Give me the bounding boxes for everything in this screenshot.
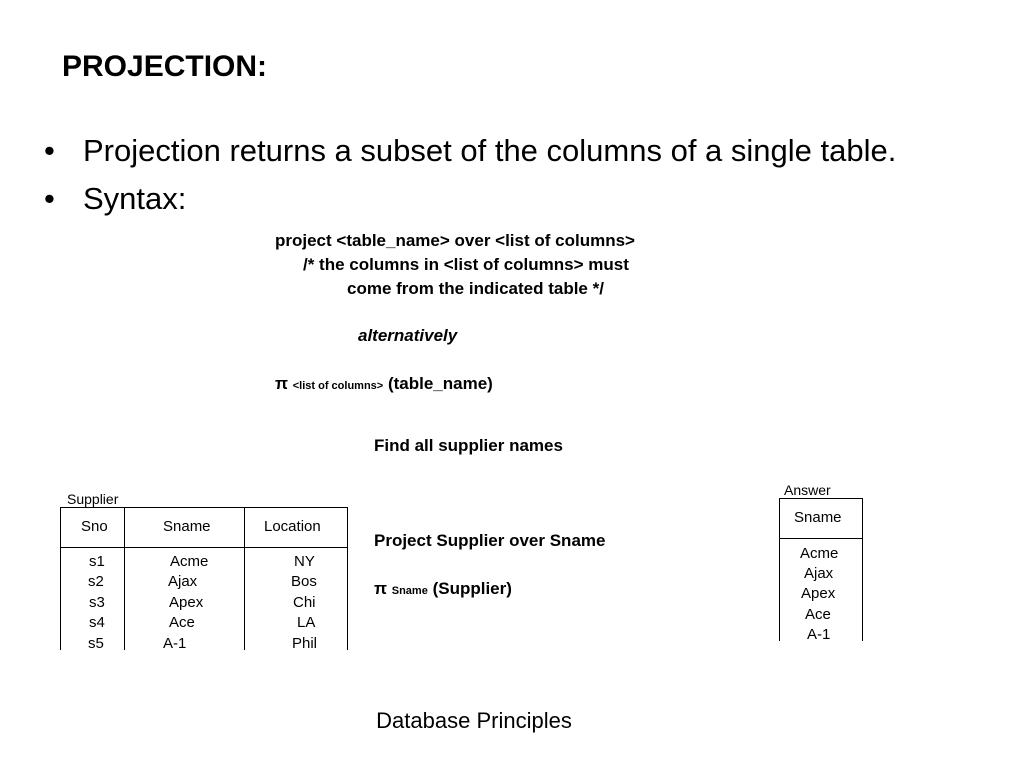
bullet-text: Syntax:	[83, 181, 187, 216]
cell-sno: s1	[89, 553, 105, 570]
cell-location: Chi	[293, 594, 316, 611]
answer-table	[779, 498, 863, 641]
answer-cell: Ajax	[804, 565, 834, 582]
pi-subscript: Sname	[391, 585, 428, 597]
table-border-top	[60, 507, 348, 508]
bullet-dot-icon: •	[44, 133, 55, 168]
pi-argument: (Supplier)	[432, 579, 512, 598]
cell-sno: s2	[88, 573, 104, 590]
table-border-right	[347, 507, 348, 650]
slide-title: PROJECTION:	[62, 50, 268, 83]
pi-symbol: π	[275, 374, 289, 393]
table-header-divider	[779, 538, 863, 539]
answer-cell: Apex	[801, 585, 836, 602]
bullet-dot-icon: •	[44, 181, 55, 216]
cell-sname: Ajax	[168, 573, 198, 590]
column-header-sname: Sname	[794, 509, 842, 526]
slide-footer: Database Principles	[376, 708, 572, 733]
syntax-pi-expression	[275, 374, 493, 394]
cell-sname: A-1	[163, 635, 187, 652]
column-header-sname: Sname	[163, 518, 211, 535]
table-column-divider	[124, 507, 125, 650]
cell-location: Bos	[291, 573, 317, 590]
cell-sname: Ace	[169, 614, 195, 631]
syntax-alternatively: alternatively	[358, 326, 458, 345]
example-pi-expression	[374, 579, 512, 599]
cell-sname: Acme	[170, 553, 209, 570]
table-header-divider	[60, 547, 348, 548]
example-project-statement: Project Supplier over Sname	[374, 531, 606, 550]
table-border-top	[779, 498, 863, 499]
bullet-item	[44, 127, 896, 175]
pi-symbol: π	[374, 579, 388, 598]
column-header-location: Location	[264, 518, 321, 535]
bullet-item	[44, 175, 896, 223]
table-border-left	[779, 498, 780, 641]
answer-cell: Ace	[805, 606, 831, 623]
cell-sno: s3	[89, 594, 105, 611]
cell-location: LA	[297, 614, 316, 631]
pi-subscript: <list of columns>	[292, 380, 384, 392]
syntax-line-1: project <table_name> over <list of columns>	[275, 231, 635, 250]
cell-sno: s4	[89, 614, 105, 631]
bullet-text: Projection returns a subset of the columns of a single table.	[83, 133, 897, 168]
cell-location: NY	[294, 553, 315, 570]
table-border-right	[862, 498, 863, 641]
supplier-table	[60, 507, 348, 650]
table-column-divider	[244, 507, 245, 650]
bullet-list	[44, 127, 896, 223]
supplier-table-caption: Supplier	[67, 491, 119, 507]
example-question: Find all supplier names	[374, 436, 563, 455]
answer-table-caption: Answer	[784, 482, 831, 498]
syntax-line-2: /* the columns in <list of columns> must	[303, 255, 629, 274]
cell-location: Phil	[292, 635, 318, 652]
answer-cell: Acme	[800, 545, 839, 562]
answer-cell: A-1	[807, 626, 831, 643]
table-border-left	[60, 507, 61, 650]
cell-sno: s5	[88, 635, 104, 652]
syntax-line-3: come from the indicated table */	[347, 279, 604, 298]
column-header-sno: Sno	[81, 518, 108, 535]
pi-argument: (table_name)	[387, 374, 493, 393]
cell-sname: Apex	[169, 594, 204, 611]
